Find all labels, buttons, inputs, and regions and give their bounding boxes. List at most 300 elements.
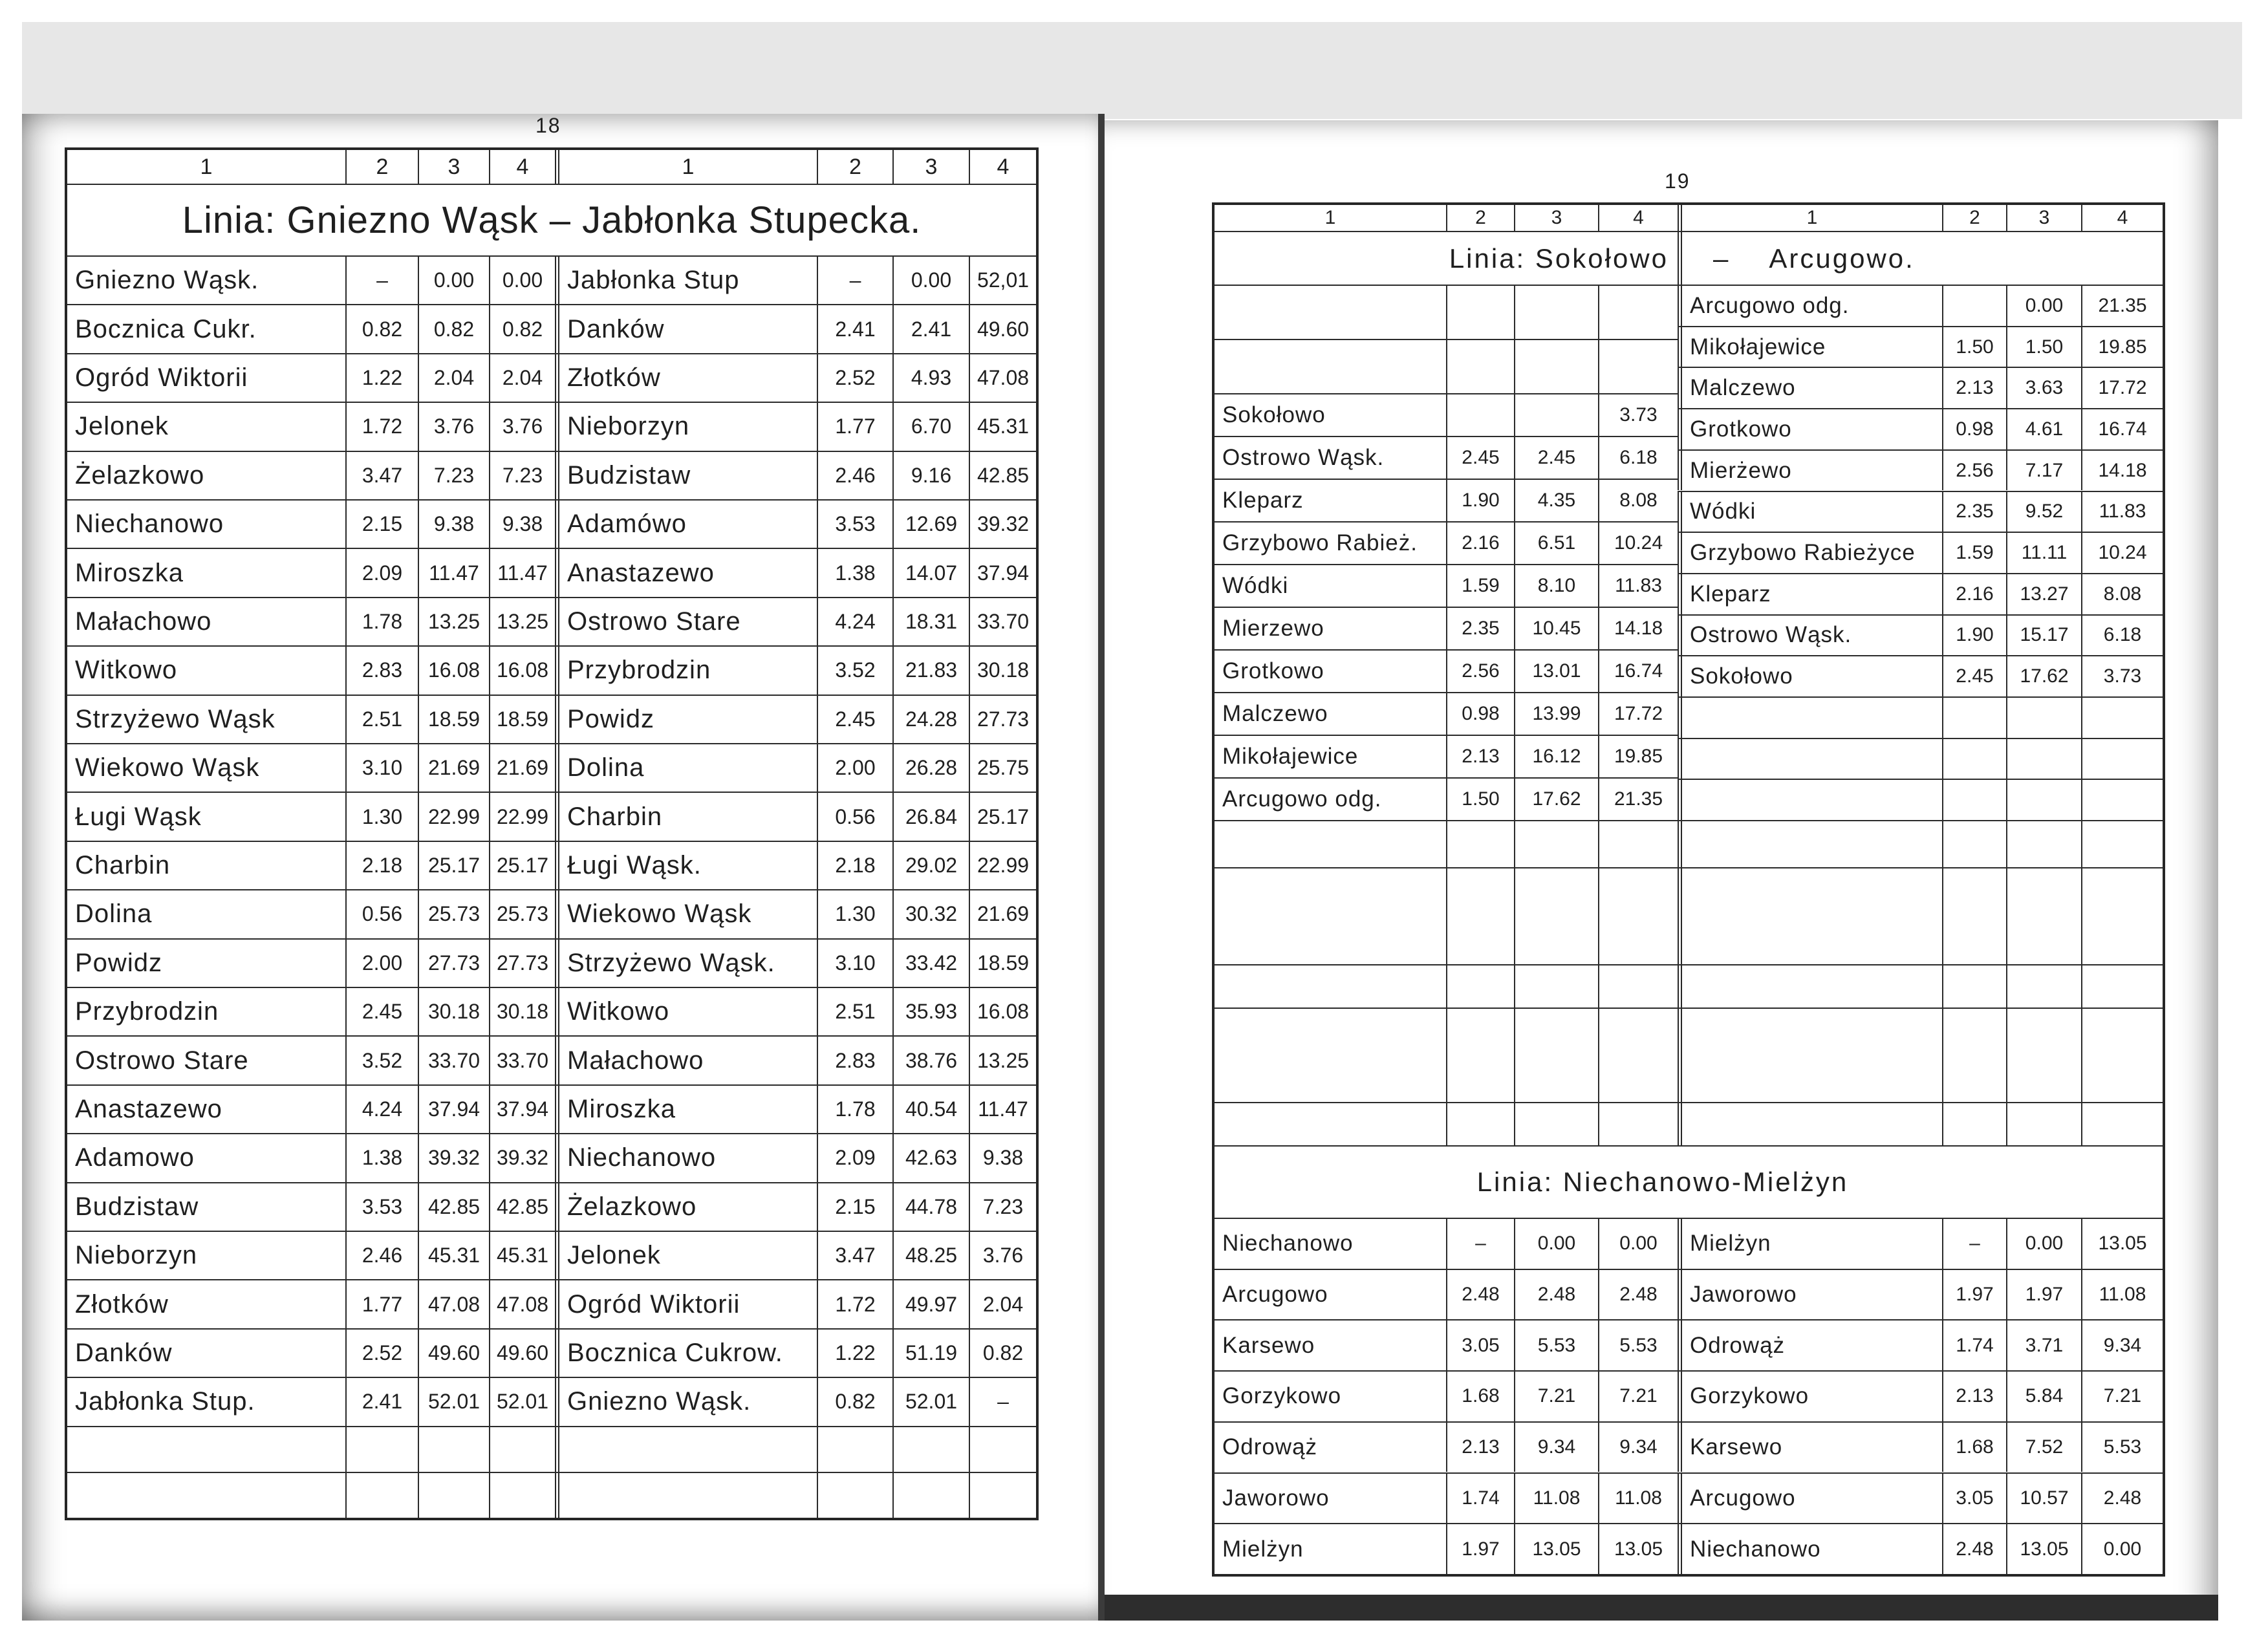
distance-col-3: 3.76 xyxy=(418,403,489,450)
station-name: Kleparz xyxy=(1222,488,1304,513)
station-name: Anastazewo xyxy=(555,549,817,596)
distance-col-3 xyxy=(2006,821,2081,867)
distance-col-4: 19.85 xyxy=(1598,736,1678,777)
distance-col-4: 2.04 xyxy=(969,1280,1036,1328)
distance-table-gniezno-jablonka xyxy=(65,147,1039,1520)
distance-col-2: 2.15 xyxy=(345,501,418,548)
distance-col-3: 7.52 xyxy=(2006,1423,2081,1472)
distance-col-2: 4.24 xyxy=(817,598,892,645)
station-name: Adamowo xyxy=(75,1143,195,1172)
distance-col-2: 2.18 xyxy=(345,842,418,889)
station-name xyxy=(1678,739,1942,779)
distance-col-2: 2.16 xyxy=(1446,523,1514,564)
station-name: Mielżyn xyxy=(1678,1219,1942,1269)
distance-col-3: 49.60 xyxy=(418,1330,489,1377)
table-row xyxy=(1215,521,1678,564)
table-row xyxy=(67,792,1036,840)
station-name xyxy=(1215,286,1446,339)
column-number: 3 xyxy=(1514,205,1598,231)
station-name: Odrowąż xyxy=(1678,1320,1942,1370)
column-number: 4 xyxy=(2081,205,2163,231)
blank-row xyxy=(1215,867,2163,964)
distance-col-4 xyxy=(969,1427,1036,1472)
distance-col-2: 2.13 xyxy=(1446,1423,1514,1472)
distance-col-2: 2.46 xyxy=(345,1232,418,1279)
distance-col-4: 45.31 xyxy=(489,1232,555,1279)
distance-col-4: 47.08 xyxy=(489,1280,555,1328)
distance-col-3: 40.54 xyxy=(892,1086,969,1133)
distance-col-3: 30.32 xyxy=(892,890,969,938)
distance-col-2: 2.83 xyxy=(817,1037,892,1084)
distance-col-2 xyxy=(1446,340,1514,393)
distance-col-3: 12.69 xyxy=(892,501,969,548)
distance-col-3 xyxy=(1514,394,1598,436)
station-name: Jabłonka Stup. xyxy=(75,1387,255,1416)
distance-col-2 xyxy=(1942,868,2006,964)
distance-col-2: 3.53 xyxy=(817,501,892,548)
distance-col-3 xyxy=(1514,1009,1598,1102)
table-row xyxy=(1678,326,2163,367)
distance-col-4: 14.18 xyxy=(2081,451,2163,491)
distance-col-2: 1.68 xyxy=(1942,1423,2006,1472)
distance-col-3: 11.47 xyxy=(418,549,489,596)
station-name xyxy=(1678,780,1942,820)
distance-col-2 xyxy=(1942,1009,2006,1102)
distance-col-3: 26.84 xyxy=(892,793,969,840)
distance-col-3 xyxy=(2006,698,2081,738)
column-number: 1 xyxy=(1678,205,1942,231)
distance-col-2: 2.13 xyxy=(1942,1372,2006,1421)
distance-col-3: 11.11 xyxy=(2006,533,2081,573)
distance-col-4 xyxy=(1598,1009,1678,1102)
distance-col-4: 5.53 xyxy=(2081,1423,2163,1472)
distance-col-4: 3.76 xyxy=(969,1232,1036,1279)
distance-col-4: 33.70 xyxy=(969,598,1036,645)
table-row xyxy=(1215,692,1678,735)
distance-col-3: 21.69 xyxy=(418,744,489,792)
distance-col-2: 3.05 xyxy=(1446,1320,1514,1370)
distance-col-3: 6.70 xyxy=(892,403,969,450)
table-row xyxy=(1678,491,2163,532)
column-number: 1 xyxy=(555,150,817,184)
table-row xyxy=(1215,436,1678,479)
table-row xyxy=(67,1084,1036,1133)
station-name xyxy=(67,1473,345,1518)
distance-col-3: 9.16 xyxy=(892,452,969,499)
distance-col-4: 25.73 xyxy=(489,890,555,938)
distance-col-2 xyxy=(1942,780,2006,820)
distance-col-2: 1.22 xyxy=(817,1330,892,1377)
station-name: Danków xyxy=(75,1338,173,1367)
distance-col-2: 1.38 xyxy=(817,549,892,596)
distance-col-4: 33.70 xyxy=(489,1037,555,1084)
distance-col-2: 1.50 xyxy=(1446,779,1514,820)
distance-col-4: 6.18 xyxy=(2081,616,2163,656)
distance-col-4: 13.25 xyxy=(489,598,555,645)
distance-col-3 xyxy=(2006,1009,2081,1102)
distance-col-3: 5.84 xyxy=(2006,1372,2081,1421)
station-name xyxy=(1678,868,1942,964)
distance-col-4: 11.08 xyxy=(2081,1270,2163,1320)
station-name: Jelonek xyxy=(75,412,169,441)
station-name: Ługi Wąsk xyxy=(75,802,202,831)
distance-col-3: 16.12 xyxy=(1514,736,1598,777)
line-title: Linia: Niechanowo-Mielżyn xyxy=(1476,1167,1849,1197)
station-name: Sokołowo xyxy=(1678,656,1942,696)
table-row xyxy=(1215,777,1678,820)
table-row xyxy=(1215,1472,2163,1524)
table-row xyxy=(1215,479,1678,521)
distance-col-2: – xyxy=(1942,1219,2006,1269)
distance-col-4 xyxy=(2081,698,2163,738)
station-name: Bocznica Cukrow. xyxy=(555,1330,817,1377)
distance-col-3: 35.93 xyxy=(892,988,969,1035)
distance-col-4: 14.18 xyxy=(1598,608,1678,649)
page-number: 18 xyxy=(535,114,561,137)
distance-col-4: 25.17 xyxy=(489,842,555,889)
distance-col-2 xyxy=(817,1427,892,1472)
distance-col-3 xyxy=(1514,821,1598,867)
table-row xyxy=(67,255,1036,304)
distance-col-3: 7.17 xyxy=(2006,451,2081,491)
station-name: Wódki xyxy=(1222,573,1289,598)
station-name: Witkowo xyxy=(75,656,178,685)
distance-col-3: 24.28 xyxy=(892,696,969,743)
table-row xyxy=(67,1377,1036,1425)
station-name: Anastazewo xyxy=(75,1094,222,1123)
station-name: Złotków xyxy=(75,1289,169,1319)
column-number: 2 xyxy=(345,150,418,184)
station-name: Jaworowo xyxy=(1222,1485,1330,1511)
station-name xyxy=(1678,1103,1942,1145)
distance-col-3 xyxy=(1514,286,1598,339)
distance-col-2: 3.10 xyxy=(345,744,418,792)
distance-col-4: 11.83 xyxy=(2081,492,2163,532)
table-row xyxy=(67,645,1036,694)
distance-col-4: 10.24 xyxy=(2081,533,2163,573)
distance-col-3: 13.05 xyxy=(1514,1524,1598,1574)
station-name: Przybrodzin xyxy=(555,647,817,694)
station-name xyxy=(1215,965,1446,1008)
scan-bottom-edge xyxy=(1105,1595,2218,1621)
distance-col-4: 7.21 xyxy=(1598,1372,1678,1421)
station-name: Budzistaw xyxy=(75,1192,199,1221)
station-name: Budzistaw xyxy=(555,452,817,499)
distance-col-4: 13.25 xyxy=(969,1037,1036,1084)
table-row xyxy=(1678,614,2163,656)
distance-col-4: 11.08 xyxy=(1598,1474,1678,1524)
station-name: Małachowo xyxy=(555,1037,817,1084)
station-name: Jabłonka Stup xyxy=(555,257,817,304)
table-row xyxy=(67,938,1036,987)
distance-col-2: 0.56 xyxy=(345,890,418,938)
distance-col-2: 2.45 xyxy=(1446,437,1514,479)
distance-col-2: 1.38 xyxy=(345,1134,418,1181)
distance-col-4: 7.23 xyxy=(969,1183,1036,1231)
distance-col-3: 37.94 xyxy=(418,1086,489,1133)
station-name xyxy=(555,1473,817,1518)
distance-col-2: 2.51 xyxy=(817,988,892,1035)
distance-col-4: 7.21 xyxy=(2081,1372,2163,1421)
distance-col-4: 16.08 xyxy=(969,988,1036,1035)
distance-col-3: 0.00 xyxy=(1514,1219,1598,1269)
station-name: Niechanowo xyxy=(75,510,224,539)
station-name: Jelonek xyxy=(555,1232,817,1279)
distance-col-4 xyxy=(1598,965,1678,1008)
distance-col-4: 42.85 xyxy=(489,1183,555,1231)
distance-col-3: 39.32 xyxy=(418,1134,489,1181)
distance-col-3: 49.97 xyxy=(892,1280,969,1328)
distance-col-4 xyxy=(1598,868,1678,964)
station-name: Gniezno Wąsk. xyxy=(555,1378,817,1425)
station-name: Mikołajewice xyxy=(1678,327,1942,367)
distance-col-4: 0.82 xyxy=(489,305,555,352)
station-name: Ługi Wąsk. xyxy=(555,842,817,889)
station-name: Odrowąż xyxy=(1222,1434,1318,1460)
distance-col-3 xyxy=(2006,868,2081,964)
distance-col-4 xyxy=(2081,965,2163,1008)
distance-col-3 xyxy=(1514,1103,1598,1145)
distance-col-4: 45.31 xyxy=(969,403,1036,450)
station-name: Witkowo xyxy=(555,988,817,1035)
distance-col-3: 21.83 xyxy=(892,647,969,694)
distance-col-4: 18.59 xyxy=(489,696,555,743)
distance-col-3: 15.17 xyxy=(2006,616,2081,656)
column-number: 4 xyxy=(969,150,1036,184)
distance-col-2: 0.98 xyxy=(1446,693,1514,735)
distance-col-2: 2.09 xyxy=(817,1134,892,1181)
distance-col-4: 21.35 xyxy=(1598,779,1678,820)
station-name: Ostrowo Wąsk. xyxy=(1222,445,1385,470)
distance-col-3: 48.25 xyxy=(892,1232,969,1279)
station-name: Jaworowo xyxy=(1678,1270,1942,1320)
distance-col-3: 14.07 xyxy=(892,549,969,596)
station-name xyxy=(1215,1103,1446,1145)
title-row xyxy=(1215,1145,2163,1218)
distance-col-4: 0.00 xyxy=(1598,1219,1678,1269)
distance-col-3: 4.35 xyxy=(1514,480,1598,521)
station-name: Ostrowo Wąsk. xyxy=(1678,616,1942,656)
distance-col-4: 3.76 xyxy=(489,403,555,450)
distance-col-2 xyxy=(1942,698,2006,738)
distance-col-2 xyxy=(1942,821,2006,867)
distance-col-3: 4.61 xyxy=(2006,409,2081,449)
distance-col-2: 2.13 xyxy=(1942,368,2006,408)
distance-col-2: 1.30 xyxy=(345,793,418,840)
distance-col-3: 27.73 xyxy=(418,940,489,987)
station-name: Mikołajewice xyxy=(1222,744,1359,769)
distance-col-2: – xyxy=(817,257,892,304)
station-name: Sokołowo xyxy=(1222,402,1326,427)
distance-col-4: 19.85 xyxy=(2081,327,2163,367)
table-row xyxy=(67,451,1036,499)
station-name: Wiekowo Wąsk xyxy=(75,753,260,782)
distance-col-3: 52.01 xyxy=(892,1378,969,1425)
line-title-start: Linia: Sokołowo xyxy=(1449,242,1669,274)
distance-col-3: 1.97 xyxy=(2006,1270,2081,1320)
distance-col-2 xyxy=(1942,286,2006,326)
station-name: Miroszka xyxy=(75,558,184,587)
station-name xyxy=(1678,698,1942,738)
station-name: Żelazkowo xyxy=(555,1183,817,1231)
distance-col-4: 37.94 xyxy=(489,1086,555,1133)
column-number: 1 xyxy=(200,154,213,179)
station-name: Gorzykowo xyxy=(1222,1383,1342,1409)
distance-col-3 xyxy=(1514,340,1598,393)
station-name: Malczewo xyxy=(1222,701,1328,726)
distance-col-4: 3.73 xyxy=(2081,656,2163,696)
distance-col-3: 9.52 xyxy=(2006,492,2081,532)
table-row xyxy=(1678,573,2163,614)
distance-col-4 xyxy=(489,1427,555,1472)
station-name: Powidz xyxy=(75,948,162,977)
distance-col-3: 2.04 xyxy=(418,354,489,402)
distance-col-2: 2.13 xyxy=(1446,736,1514,777)
distance-col-3: 26.28 xyxy=(892,744,969,792)
station-name xyxy=(555,1427,817,1472)
station-name: Żelazkowo xyxy=(75,460,205,490)
distance-col-2: 3.52 xyxy=(345,1037,418,1084)
distance-col-4: 37.94 xyxy=(969,549,1036,596)
distance-col-4: 9.38 xyxy=(969,1134,1036,1181)
header-row xyxy=(1215,205,2163,231)
distance-col-3: 8.10 xyxy=(1514,565,1598,607)
station-name: Ostrowo Stare xyxy=(75,1046,249,1075)
blank-row xyxy=(1215,1008,2163,1102)
table-row xyxy=(1215,1269,2163,1320)
blank-row xyxy=(1678,779,2163,820)
distance-col-3: 0.82 xyxy=(418,305,489,352)
distance-col-4: 16.08 xyxy=(489,647,555,694)
distance-col-4: 11.47 xyxy=(489,549,555,596)
distance-col-2: 1.97 xyxy=(1446,1524,1514,1574)
station-name: Małachowo xyxy=(75,607,212,636)
distance-col-4: 25.17 xyxy=(969,793,1036,840)
distance-col-2 xyxy=(1446,965,1514,1008)
distance-col-3: 4.93 xyxy=(892,354,969,402)
distance-col-2: 4.24 xyxy=(345,1086,418,1133)
table-row xyxy=(1215,1319,2163,1370)
table-row xyxy=(1678,532,2163,573)
distance-col-4: 22.99 xyxy=(489,793,555,840)
distance-col-2: 2.41 xyxy=(345,1378,418,1425)
column-number: 2 xyxy=(817,150,892,184)
station-name: Strzyżewo Wąsk xyxy=(75,704,275,733)
distance-col-2 xyxy=(1446,286,1514,339)
distance-col-2: 1.59 xyxy=(1446,565,1514,607)
distance-col-3: 2.45 xyxy=(1514,437,1598,479)
table-row xyxy=(67,353,1036,402)
distance-table-sokolowo-niechanowo xyxy=(1212,202,2165,1577)
distance-col-2: – xyxy=(345,257,418,304)
distance-col-3: 18.59 xyxy=(418,696,489,743)
title-row xyxy=(1215,231,2163,285)
distance-col-2: 0.56 xyxy=(817,793,892,840)
distance-col-2: 3.47 xyxy=(817,1232,892,1279)
table-row xyxy=(1215,607,1678,649)
table-row xyxy=(67,841,1036,889)
distance-col-4 xyxy=(2081,780,2163,820)
distance-col-2: 1.72 xyxy=(817,1280,892,1328)
distance-col-4 xyxy=(2081,1103,2163,1145)
blank-row xyxy=(1215,1102,2163,1145)
table-row xyxy=(1678,408,2163,449)
distance-col-3: 5.53 xyxy=(1514,1320,1598,1370)
distance-col-4 xyxy=(489,1473,555,1518)
blank-row xyxy=(1215,820,2163,867)
distance-col-2: 1.90 xyxy=(1446,480,1514,521)
distance-col-2: 2.46 xyxy=(817,452,892,499)
distance-col-2: 3.47 xyxy=(345,452,418,499)
table-row xyxy=(67,597,1036,645)
distance-col-4: 25.75 xyxy=(969,744,1036,792)
distance-col-4: 16.74 xyxy=(1598,651,1678,692)
distance-col-4: 9.34 xyxy=(2081,1320,2163,1370)
station-name xyxy=(1215,1009,1446,1102)
distance-col-3: 51.19 xyxy=(892,1330,969,1377)
station-name: Dolina xyxy=(75,900,153,929)
table-row xyxy=(1678,655,2163,696)
distance-col-3 xyxy=(2006,965,2081,1008)
station-name: Arcugowo xyxy=(1678,1474,1942,1524)
distance-col-4: 13.05 xyxy=(1598,1524,1678,1574)
distance-col-4: 30.18 xyxy=(969,647,1036,694)
distance-col-2: 1.50 xyxy=(1942,327,2006,367)
station-name: Ogród Wiktorii xyxy=(555,1280,817,1328)
distance-col-3 xyxy=(2006,780,2081,820)
scan-background-band xyxy=(22,22,2242,119)
distance-col-3: 47.08 xyxy=(418,1280,489,1328)
table-row xyxy=(1678,285,2163,326)
station-name: Powidz xyxy=(555,696,817,743)
distance-col-4: 52.01 xyxy=(489,1378,555,1425)
station-name: Gorzykowo xyxy=(1678,1372,1942,1421)
station-name: Grotkowo xyxy=(1222,658,1324,684)
distance-col-2: 2.52 xyxy=(817,354,892,402)
distance-col-3: 0.00 xyxy=(2006,1219,2081,1269)
line-title-end xyxy=(1678,232,2163,285)
distance-col-2 xyxy=(345,1473,418,1518)
distance-col-2 xyxy=(1942,1103,2006,1145)
distance-col-4: 22.99 xyxy=(969,842,1036,889)
distance-col-3: 0.00 xyxy=(2006,286,2081,326)
distance-col-3: 17.62 xyxy=(1514,779,1598,820)
title-row xyxy=(67,184,1036,255)
distance-col-3: 29.02 xyxy=(892,842,969,889)
station-name: Ogród Wiktorii xyxy=(75,363,248,392)
distance-col-2: 2.51 xyxy=(345,696,418,743)
distance-col-2: 1.77 xyxy=(817,403,892,450)
distance-col-3: 33.42 xyxy=(892,940,969,987)
table-row xyxy=(1215,1523,2163,1574)
distance-col-4: 13.05 xyxy=(2081,1219,2163,1269)
station-name: Adamówo xyxy=(555,501,817,548)
station-name xyxy=(67,1427,345,1472)
column-number: 1 xyxy=(1324,207,1336,228)
distance-col-2: 2.45 xyxy=(345,988,418,1035)
station-name: Arcugowo odg. xyxy=(1678,286,1942,326)
distance-col-2: 0.82 xyxy=(817,1378,892,1425)
table-row xyxy=(67,695,1036,743)
column-number: 2 xyxy=(1942,205,2006,231)
distance-col-3: 18.31 xyxy=(892,598,969,645)
distance-col-4 xyxy=(1598,821,1678,867)
distance-col-2: 1.78 xyxy=(817,1086,892,1133)
distance-col-3 xyxy=(892,1473,969,1518)
distance-col-4: 17.72 xyxy=(2081,368,2163,408)
station-name: Arcugowo odg. xyxy=(1222,786,1382,812)
distance-col-2: 2.09 xyxy=(345,549,418,596)
